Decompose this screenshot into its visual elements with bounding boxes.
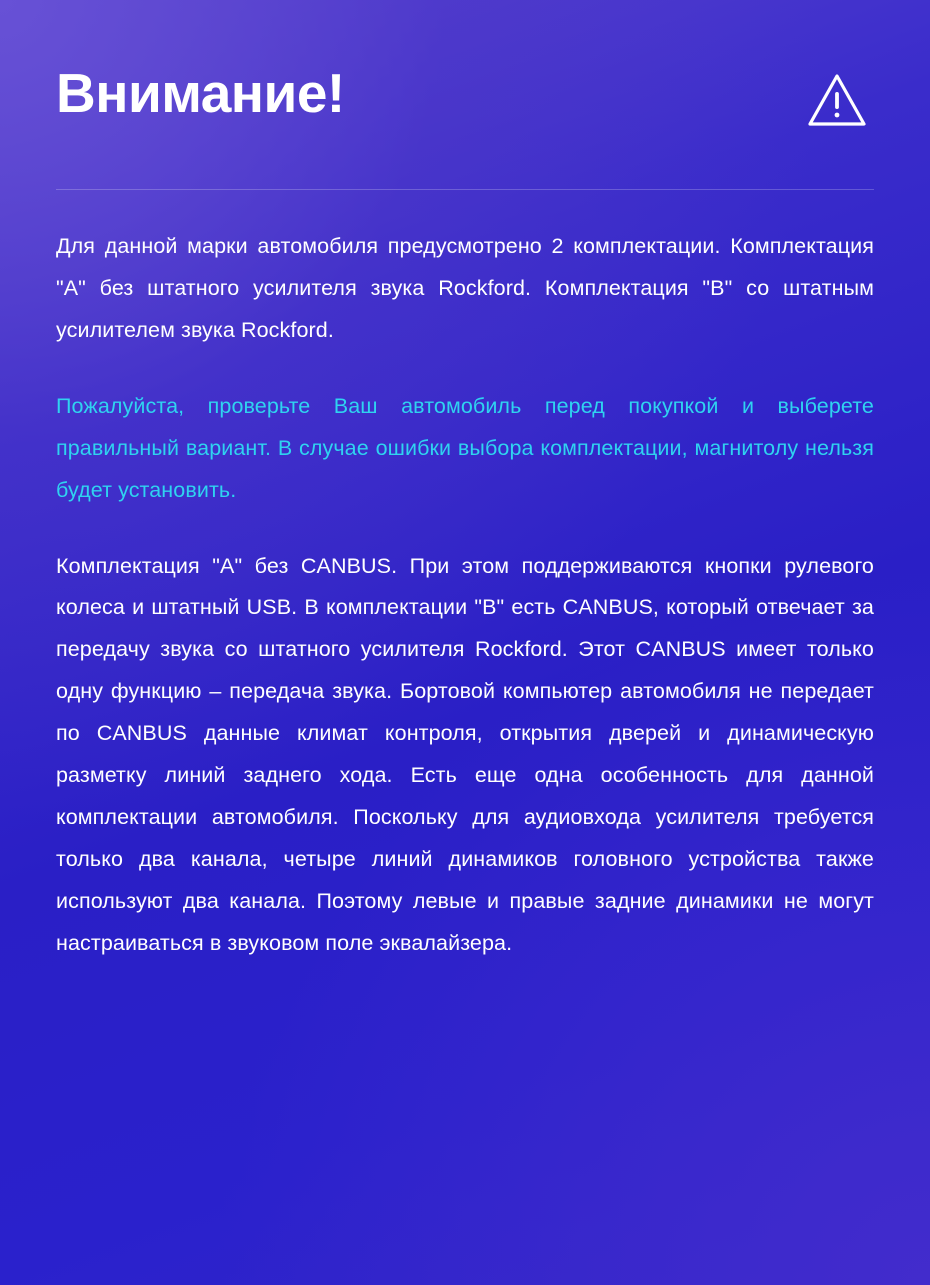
header-divider — [56, 189, 874, 190]
paragraph-warning-check: Пожалуйста, проверьте Ваш автомобиль перед покупкой и выберете правильный вариант. В случае ошибки выбора комплектации, магнитолу нельзя будет установить. — [56, 393, 874, 502]
paragraph-canbus-details: Комплектация "A" без CANBUS. При этом поддерживаются кнопки рулевого колеса и штатный USB. В комплектации "B" есть CANBUS, который отвечает за передачу звука со штатного усилителя Rockford. Этот CANBUS имеет только одну функцию – передача звука. Бортовой компьютер автомобиля не передает по CANBUS данные климат контроля, открытия дверей и динамическую разметку линий заднего хода. Есть еще одна особенность для данной комплектации автомобиля. Поскольку для аудиовхода усилителя требуется только два канала, четыре линий динамиков головного устройства также используют два канала. Поэтому левые и правые задние динамики не могут настраиваться в звуковом поле эквалайзера. — [56, 553, 874, 955]
paragraph-intro: Для данной марки автомобиля предусмотрено 2 комплектации. Комплектация "A" без штатного усилителя звука Rockford. Комплектация "B" со штатным усилителем звука Rockford. — [56, 234, 874, 342]
page-title: Внимание! — [56, 62, 345, 124]
page-header — [56, 58, 874, 133]
warning-triangle-icon — [806, 72, 868, 133]
warning-body — [56, 226, 874, 965]
